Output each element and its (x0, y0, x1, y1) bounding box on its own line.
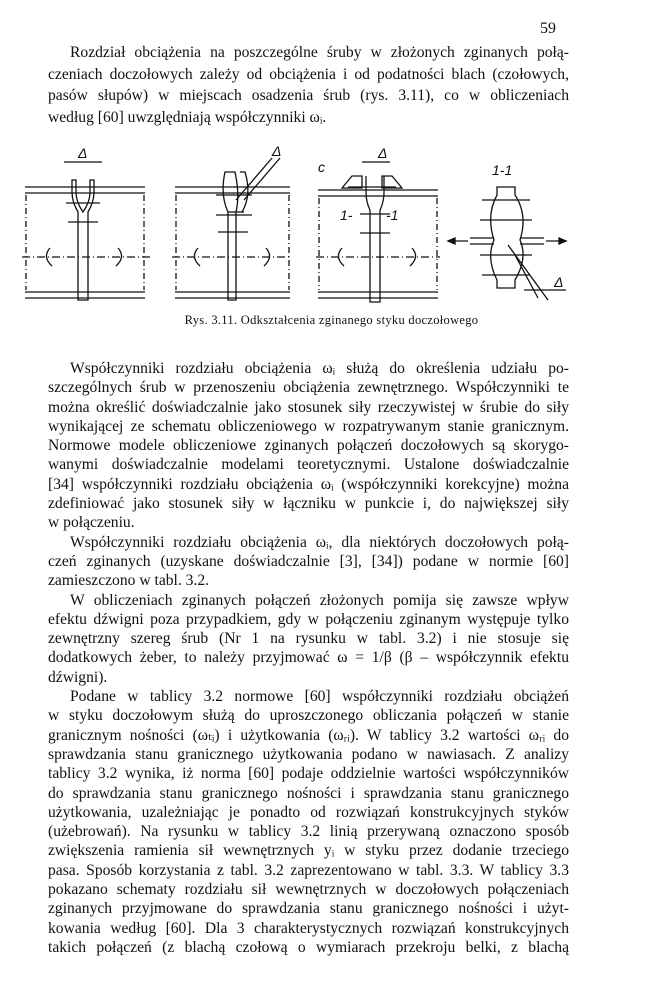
section-1-1-diagram (448, 187, 566, 300)
delta-label-1: Δ (78, 145, 88, 161)
intro-paragraph (48, 42, 569, 129)
text-line: w styku doczołowym służą do uproszczonego obliczania połączeń w stanie (48, 707, 569, 725)
text-line: szczególnych śrub w przenoszeniu obciążenia zewnętrznego. Współczynniki te (48, 379, 569, 397)
section-label: 1-1 (492, 162, 513, 178)
delta-label-2: Δ (272, 143, 282, 159)
text-line: W obliczeniach zginanych połączeń złożonych pomija się zawsze wpływ (70, 591, 569, 609)
text-line: zdefiniować jako stosunek siły w łączniku w punkcie i, do największej siły (48, 495, 569, 513)
text-line: pasów słupów) w miejscach osadzenia śrub (rys. 3.11), co w obliczeniach (48, 87, 569, 105)
text-line: można określić doświadczalnie jako stosunek siły rzeczywistej w śrubie do siły (48, 398, 569, 416)
text-line: dodatkowych żeber, to należy przyjmować ω = 1/β (β – współczynnik efektu (48, 649, 569, 667)
text-line: pokazano schematy rozdziału sił wewnętrznych w doczołowych połączeniach (48, 881, 569, 899)
text-line: w połączeniu. (48, 514, 135, 532)
text-line: Współczynniki rozdziału obciążenia ωᵢ, dla niektórych doczołowych połą- (70, 533, 569, 551)
text-line: pasa. Sposób korzystania z tabl. 3.2 zaprezentowano w tabl. 3.3. W tablicy 3.3 (48, 861, 569, 879)
page-number: 59 (540, 20, 556, 37)
text-line: Współczynniki rozdziału obciążenia ωᵢ służą do określenia udziału po- (70, 360, 569, 377)
delta-label-3: Δ (378, 145, 388, 161)
figure-caption: Rys. 3.11. Odkształcenia zginanego styku doczołowego (184, 313, 479, 327)
endplate-deformation-diagram (0, 140, 663, 310)
text-line: tablicy 3.2 wynika, iż norma [60] podaje oddzielnie wartości współczynników (48, 765, 569, 783)
c-label: c (318, 159, 325, 175)
text-line: do sprawdzania stanu granicznego nośności i sprawdzania stanu granicznego (48, 784, 569, 802)
text-line: wynikającej ze schematu obliczeniowego w rozpatrywanym stanie granicznym. (48, 417, 569, 435)
text-line: Rozdział obciążenia na poszczególne śruby w złożonych zginanych połą- (70, 44, 569, 61)
text-line: takich połączeń (z blachą czołową o wymiarach przekroju belki, z blachą (48, 938, 569, 956)
text-line: zginanych przyjmowane do sprawdzania stanu granicznego nośności i użyt- (48, 900, 569, 918)
text-line: efektu dźwigni poza przypadkiem, gdy w połączeniu zginanym występuje tylko (48, 610, 569, 628)
cut-label-right: -1 (386, 207, 399, 223)
figure-3-11 (0, 140, 663, 310)
text-line: granicznym nośności (ωₜᵢ) i użytkowania (ωᵣᵢ). W tablicy 3.2 wartości ωᵣᵢ do (48, 726, 569, 744)
text-line: czeń zginanych (uzyskane doświadczalnie [3], [34]) podane w normie [60] (48, 552, 569, 570)
text-line: zewnętrzny szereg śrub (Nr 1 na rysunku w tabl. 3.2) i nie stosuje się (48, 630, 569, 648)
body-text (48, 359, 569, 957)
text-line: zamieszczono w tabl. 3.2. (48, 572, 210, 590)
diagram-2 (172, 158, 292, 300)
cut-label-left: 1- (340, 207, 353, 223)
diagram-1 (22, 162, 150, 300)
text-line: wanymi doświadczalnie modelami teoretycznymi. Ustalone doświadczalnie (48, 456, 569, 474)
text-line: (użebrowań). Na rysunku w tablicy 3.2 linią przerywaną oznaczono sposób (48, 823, 569, 841)
text-line: Podane w tablicy 3.2 normowe [60] współczynniki rozdziału obciążeń (70, 688, 569, 706)
text-line: zwiększenia ramienia sił wewnętrznych yᵢ w styku przez dodanie trzeciego (48, 842, 569, 860)
text-line: dźwigni). (48, 668, 108, 686)
delta-label-4: Δ (554, 274, 564, 290)
text-line: według [60] uwzględniają współczynniki ωᵢ. (48, 109, 327, 127)
text-line: czeniach doczołowych zależy od obciążenia i od podatności blach (czołowych, (48, 65, 569, 83)
text-line: kowania według [60]. Dla 3 charakterystycznych rozwiązań konstrukcyjnych (48, 919, 569, 937)
diagram-3 (316, 162, 440, 302)
text-line: [34] współczynniki rozdziału obciążenia ωᵢ (współczynniki korekcyjne) można (48, 475, 569, 493)
text-line: użytkowania, uzależniając je ponadto od rozwiązań konstrukcyjnych styków (48, 803, 569, 821)
text-line: sprawdzania stanu granicznego użytkowania podano w nawiasach. Z analizy (48, 745, 569, 763)
text-line: Normowe modele obliczeniowe zginanych połączeń doczołowych są skorygo- (48, 437, 569, 455)
